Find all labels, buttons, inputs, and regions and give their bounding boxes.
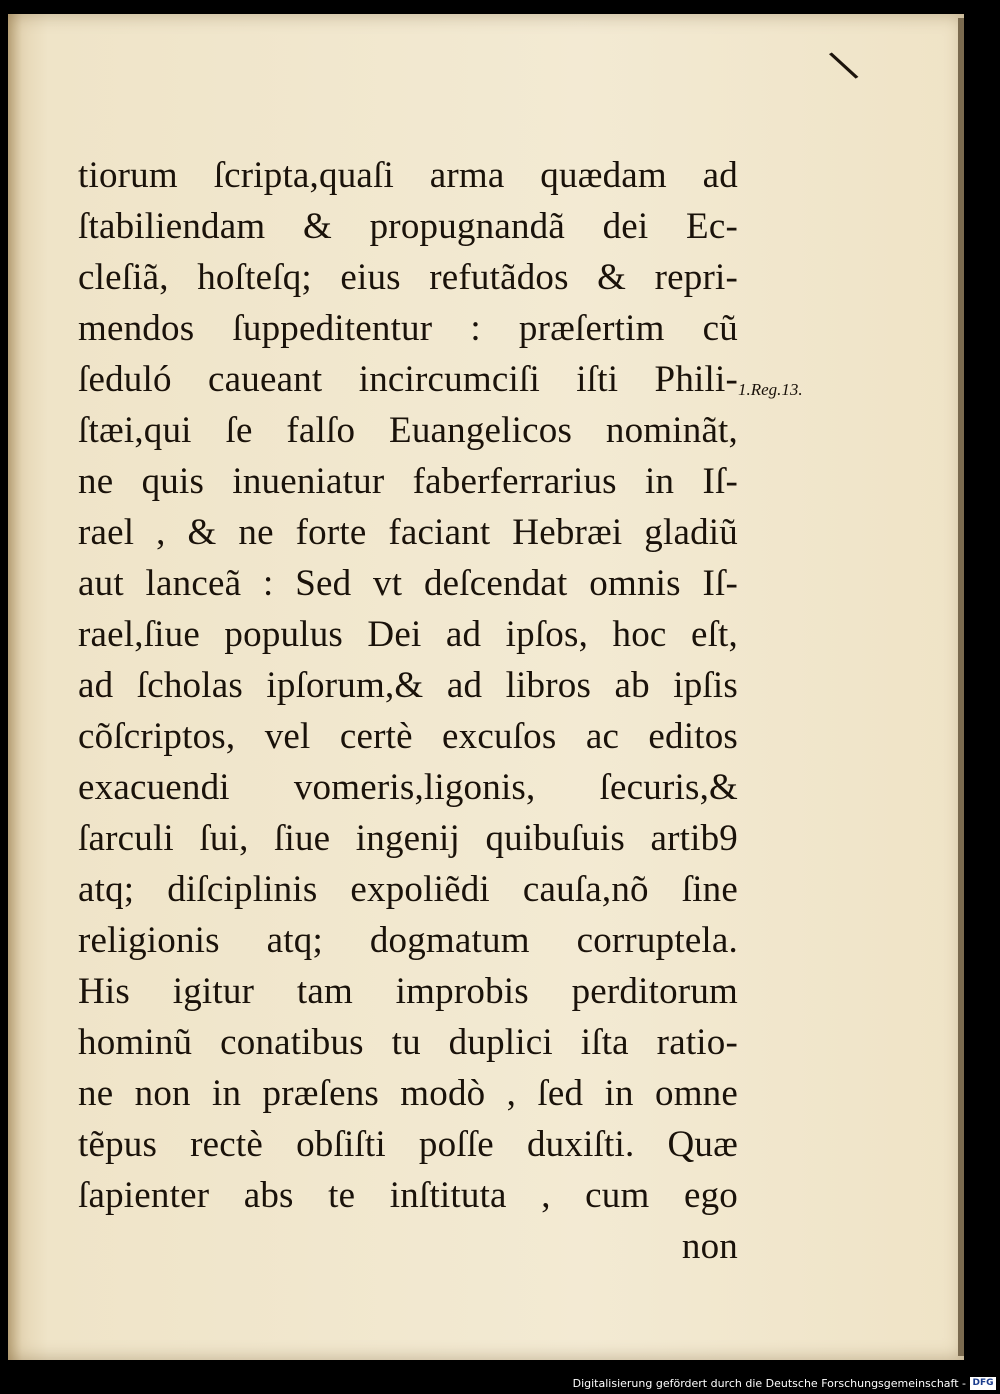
text-line: tẽpus rectè obſiſti poſſe duxiſti. Quæ [78,1124,738,1165]
text-line: atq; diſciplinis expoliẽdi cauſa,nõ ſine [78,869,738,910]
margin-note: 1.Reg.13. [738,380,803,399]
text-line: ne non in præſens modò , ſed in omne [78,1073,738,1114]
footer-credit: Digitalisierung gefördert durch die Deutsche Forschungsgemeinschaft - [572,1377,966,1390]
page-edge [958,18,964,1356]
text-line: ſapienter abs te inſtituta , cum ego [78,1175,738,1216]
catchword: non [681,1226,738,1267]
text-line: rael,ſiue populus Dei ad ipſos, hoc eſt, [78,614,738,655]
text-line: ad ſcholas ipſorum,& ad libros ab ipſis [78,665,738,706]
text-line: rael , & ne forte faciant Hebræi gladiũ [78,512,738,553]
text-line: His igitur tam improbis perditorum [78,971,738,1012]
text-line: mendos ſuppeditentur : præſertim cũ [78,308,738,349]
text-line: ſeduló caueant incircumciſi iſti Phili- [78,359,738,400]
text-line: tiorum ſcripta,quaſi arma quædam ad [78,155,738,196]
corner-mark: \ [824,39,862,90]
text-line: cõſcriptos, vel certè excuſos ac editos [78,716,738,757]
text-line: aut lanceã : Sed vt deſcendat omnis Iſ- [78,563,738,604]
body-text [78,150,738,1272]
text-line: hominũ conatibus tu duplici iſta ratio- [78,1022,738,1063]
text-line: ſtabiliendam & propugnandã dei Ec- [78,206,738,247]
text-line: cleſiã, hoſteſq; eius refutãdos & repri- [78,257,738,298]
text-line: religionis atq; dogmatum corruptela. [78,920,738,961]
text-line: exacuendi vomeris,ligonis, ſecuris,& [78,767,738,808]
text-line: ſtæi,qui ſe falſo Euangelicos nominãt, [78,410,738,451]
dfg-logo: DFG [970,1377,996,1390]
text-line: ſarculi ſui, ſiue ingenij quibuſuis artib9 [78,818,738,859]
text-line: ne quis inueniatur faberferrarius in Iſ- [78,461,738,502]
